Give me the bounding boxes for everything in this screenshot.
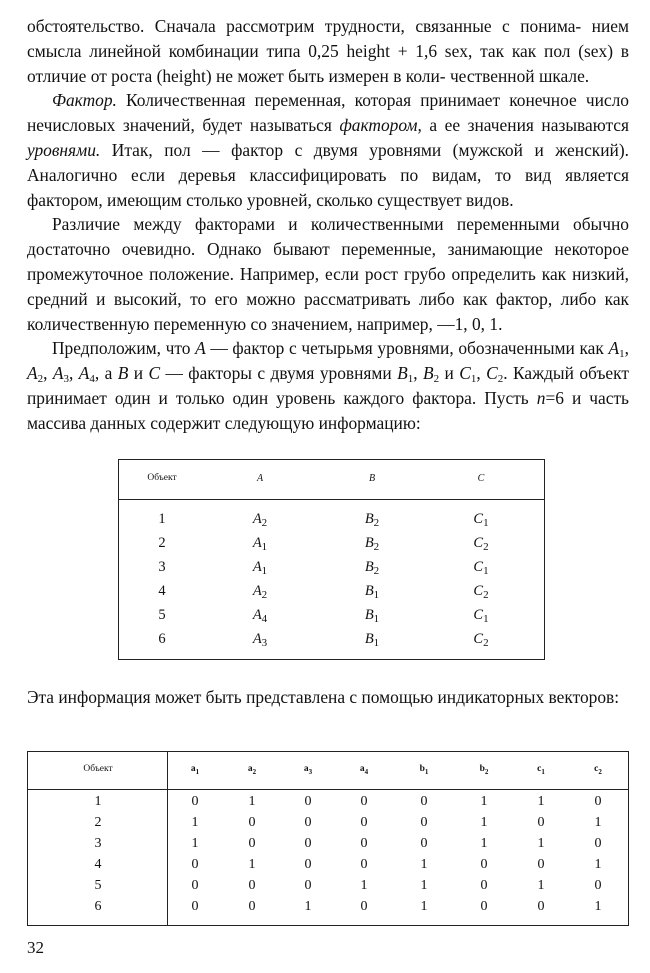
indicator-table-value: 0 [248, 815, 256, 830]
term-factor-heading: Фактор. [52, 90, 117, 111]
indicator-table-value: 0 [304, 857, 312, 872]
factor-table-object: 6 [158, 631, 166, 647]
indicator-table-value: 0 [304, 815, 312, 830]
factor-table-object: 3 [158, 559, 166, 575]
indicator-table-object: 3 [94, 836, 102, 851]
indicator-header: $c_2$ [594, 764, 602, 776]
indicator-table-value: 0 [537, 815, 545, 830]
factor-table [118, 459, 545, 660]
factor-table-level: $C_2$ [473, 535, 489, 553]
factor-table-level: $B_1$ [364, 631, 380, 649]
factor-table-level: $C_2$ [473, 583, 489, 601]
indicator-table-value: 0 [360, 857, 368, 872]
factor-table-level: $A_3$ [252, 631, 268, 649]
indicator-table-value: 0 [420, 836, 428, 851]
paragraph-suppose: Предположим, что A — фактор с четырьмя уровнями, обозначенными как $A_1$, $A_2$, $A_3$, $A_4$, а B и C — факторы с двумя уровнями $B_1$, $B_2$ и $C_1$, $C_2$. Каждый объект принимает один и только один уровень каждого фактора. Пусть n=6 и часть массива данных содержит следующую информацию: [27, 338, 629, 433]
indicator-table-object: 5 [94, 878, 102, 893]
factor-table-level: $A_1$ [252, 559, 268, 577]
indicator-table-value: 0 [480, 857, 488, 872]
factor-table-level: $A_4$ [252, 607, 268, 625]
indicator-table-value: 0 [360, 836, 368, 851]
indicator-table-object: 1 [94, 794, 102, 809]
paragraph-factor-definition: Фактор. Количественная переменная, которая принимает конечное число нечисловых значений, будет называться фактором, а ее значения называются уровнями. Итак, пол — фактор с двумя уровнями (мужской и женский). Аналогично если деревья классифицировать по видам, то вид является фактором, имеющим столько уровней, сколько существует видов. [27, 90, 629, 210]
factor-table-object: 1 [158, 511, 166, 527]
header-object: Объект [147, 473, 177, 483]
indicator-table-value: 0 [594, 794, 602, 809]
indicator-table-value: 1 [480, 794, 488, 809]
indicator-intro: Эта информация может быть представлена с помощью индикаторных векторов: [27, 687, 620, 707]
indicator-table-value: 1 [537, 794, 545, 809]
indicator-table-object: 4 [94, 857, 102, 872]
factor-table-level: $C_2$ [473, 631, 489, 649]
indicator-table-value: 1 [537, 836, 545, 851]
indicator-table-value: 0 [420, 815, 428, 830]
indicator-table-value: 1 [248, 857, 256, 872]
indicator-table-value: 1 [594, 899, 602, 914]
indicator-table-value: 1 [537, 878, 545, 893]
factor-table-level: $A_2$ [252, 511, 268, 529]
indicator-table-value: 0 [248, 878, 256, 893]
indicator-table-value: 0 [480, 878, 488, 893]
indicator-table-value: 0 [304, 794, 312, 809]
header-C: C [477, 473, 485, 484]
factor-table-object: 2 [158, 535, 166, 551]
paragraph-difference: Различие между факторами и количественными переменными обычно достаточно очевидно. Однако бывают переменные, занимающие некоторое промежуточное положение. Например, если рост грубо определить как низкий, средний и высокий, то его можно рассматривать либо как фактор, либо как количественную переменную со значением, например, —1, 0, 1. [27, 214, 629, 334]
indicator-table-value: 0 [248, 836, 256, 851]
factor-table-level: $A_2$ [252, 583, 268, 601]
page-body [27, 14, 629, 436]
indicator-header: $b_2$ [479, 764, 489, 776]
factor-table-level: $B_2$ [364, 535, 380, 553]
factor-table-object: 4 [158, 583, 166, 599]
indicator-table-value: 1 [420, 878, 428, 893]
header-A: A [256, 473, 264, 484]
indicator-table-object: 6 [94, 899, 102, 914]
indicator-table-value: 1 [420, 899, 428, 914]
indicator-header: $a_1$ [190, 764, 200, 776]
indicator-table-value: 0 [594, 878, 602, 893]
indicator-table-value: 0 [191, 899, 199, 914]
indicator-table-value: 1 [304, 899, 312, 914]
indicator-header: $c_1$ [537, 764, 545, 776]
header-B: B [368, 473, 376, 484]
factor-table-level: $C_1$ [473, 511, 489, 529]
indicator-table-value: 1 [480, 836, 488, 851]
indicator-table-value: 1 [191, 815, 199, 830]
indicator-table-value: 0 [248, 899, 256, 914]
indicator-header: $a_2$ [247, 764, 257, 776]
factor-table-level: $B_2$ [364, 559, 380, 577]
indicator-table-value: 0 [191, 878, 199, 893]
factor-table-level: $B_2$ [364, 511, 380, 529]
factor-table-level: $A_1$ [252, 535, 268, 553]
indicator-header: $a_3$ [303, 764, 313, 776]
indicator-table-divider [167, 752, 168, 925]
indicator-table-value: 1 [480, 815, 488, 830]
indicator-table-value: 0 [304, 836, 312, 851]
page-number: 32 [27, 938, 44, 957]
factor-table-object: 5 [158, 607, 166, 623]
indicator-table-object: 2 [94, 815, 102, 830]
indicator-header: $b_1$ [419, 764, 429, 776]
paragraph-1: обстоятельство. Сначала рассмотрим трудности, связанные с понима- нием смысла линейной комбинации типа 0,25 height + 1,6 sex, так как пол (sex) в отличие от роста (height) не может быть измерен в коли- чественной шкале. [27, 16, 630, 86]
indicator-table-value: 0 [420, 794, 428, 809]
indicator-table-value: 0 [360, 815, 368, 830]
factor-table-level: $C_1$ [473, 607, 489, 625]
indicator-table-value: 0 [480, 899, 488, 914]
indicator-table-value: 0 [537, 899, 545, 914]
indicator-table-value: 0 [594, 836, 602, 851]
indicator-table-value: 1 [594, 815, 602, 830]
indicator-table-value: 1 [248, 794, 256, 809]
indicator-table-value: 0 [191, 794, 199, 809]
indicator-table-value: 1 [191, 836, 199, 851]
indicator-table-value: 1 [360, 878, 368, 893]
indicator-header: $a_4$ [359, 764, 369, 776]
indicator-table-value: 1 [420, 857, 428, 872]
indicator-table-value: 0 [360, 794, 368, 809]
indicator-table-value: 0 [360, 899, 368, 914]
indicator-table-value: 1 [594, 857, 602, 872]
indicator-header-object: Объект [83, 764, 113, 774]
indicator-table-value: 0 [537, 857, 545, 872]
indicator-table-value: 0 [191, 857, 199, 872]
indicator-table [27, 751, 629, 926]
indicator-table-value: 0 [304, 878, 312, 893]
factor-table-level: $B_1$ [364, 607, 380, 625]
factor-table-level: $C_1$ [473, 559, 489, 577]
factor-table-level: $B_1$ [364, 583, 380, 601]
